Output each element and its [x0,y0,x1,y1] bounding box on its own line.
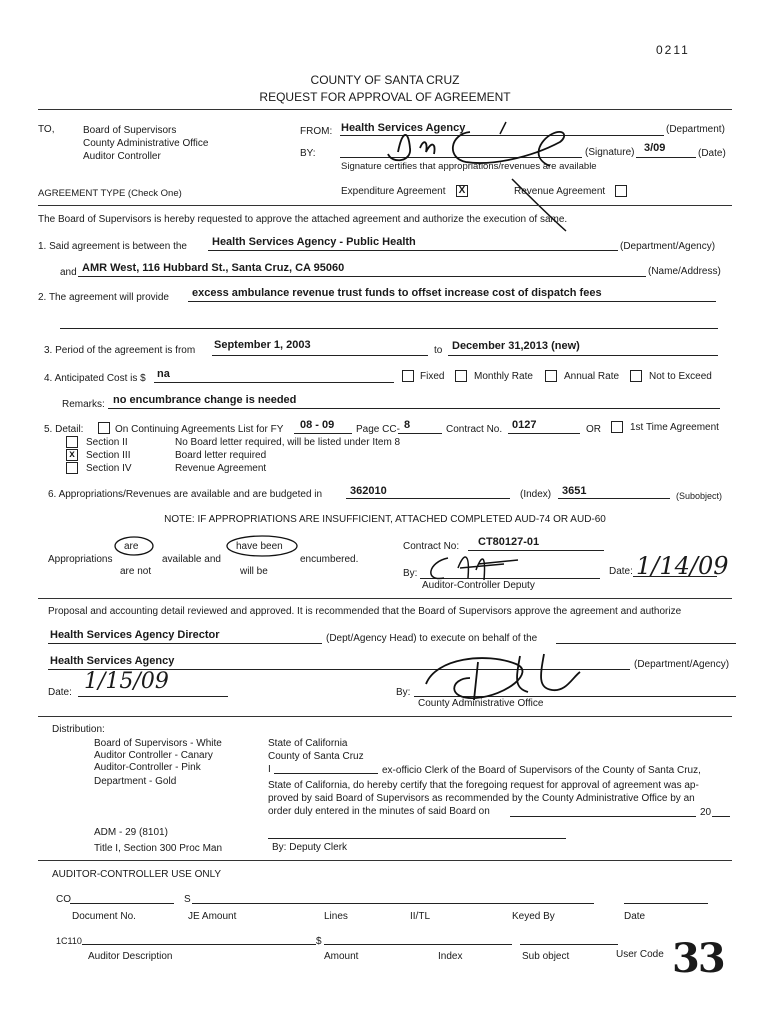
department-signature [380,118,580,178]
revenue-agreement-checkbox[interactable] [615,185,627,197]
auditor-signature [418,548,528,588]
clerk-text-2: State of California, do hereby certify that the foregoing request for approval of agreement was ap- [268,780,699,791]
item6-index-label: (Index) [520,489,552,500]
auditor-deputy-label: Auditor-Controller Deputy [422,580,535,591]
keyed-by-label: Keyed By [512,911,555,922]
s-label: S [184,894,191,905]
available-and-label: available and [162,554,221,565]
proposal-date-value: 1/15/09 [84,669,169,694]
to-label: TO, [38,124,55,135]
item1-label: 1. Said agreement is between the [38,241,187,252]
user-code-label: User Code [616,949,664,960]
section-iii-label: Section III [86,450,131,461]
monthly-rate-label: Monthly Rate [474,371,533,382]
dollar-sign: $ [316,936,322,947]
annual-rate-label: Annual Rate [564,371,620,382]
cao-label: County Administrative Office [418,698,544,709]
item4-cost-value: na [157,368,170,380]
appropriations-label: Appropriations [48,554,113,565]
continuing-agreement-label: On Continuing Agreements List for FY [115,424,284,435]
dist-auditor-pink: Auditor-Controller - Pink [94,762,201,773]
from-department-label: (Department) [666,124,725,135]
section-ii-label: Section II [86,437,128,448]
clerk-i-label: I [268,764,271,775]
section-iii-desc: Board letter required [175,450,267,461]
encumbered-label: encumbered. [300,554,359,565]
clerk-text-4: order duly entered in the minutes of said Board on [268,806,490,817]
continuing-agreement-checkbox[interactable] [98,422,110,434]
not-to-exceed-label: Not to Exceed [649,371,712,382]
item5-label: 5. Detail: [44,424,84,435]
clerk-year: 20 [700,807,712,818]
to-auditor: Auditor Controller [83,151,161,162]
contract-number-value: 0127 [512,419,537,431]
or-label: OR [586,424,601,435]
dist-auditor-canary: Auditor Controller - Canary [94,750,213,761]
adm-number: ADM - 29 (8101) [94,827,168,838]
amount-label: Amount [324,951,359,962]
from-value: Health Services Agency [341,122,466,134]
fixed-label: Fixed [420,371,445,382]
intro-text: The Board of Supervisors is hereby requested to approve the attached agreement and authorize the execution of same. [38,214,568,225]
deputy-clerk-label: By: Deputy Clerk [272,842,348,853]
section-ii-desc: No Board letter required, will be listed under Item 8 [175,437,401,448]
item4-label: 4. Anticipated Cost is $ [44,373,146,384]
proposal-date-label: Date: [48,687,72,698]
co-label: CO [56,894,71,905]
agency-head-label: (Dept/Agency Head) to execute on behalf of the [326,633,538,644]
are-circle [114,535,158,557]
title-section: Title I, Section 300 Proc Man [94,843,223,854]
date-label-bottom: Date [624,911,646,922]
auditor-date-value: 1/14/09 [636,552,729,580]
section-iv-label: Section IV [86,463,132,474]
item1-department-label: (Department/Agency) [620,241,716,252]
document-no-label: Document No. [72,911,136,922]
item3-to-label: to [434,345,443,356]
auditor-date-label: Date: [609,566,633,577]
insufficient-note: NOTE: IF APPROPRIATIONS ARE INSUFFICIENT, ATTACHED COMPLETED AUD-74 OR AUD-60 [164,514,606,525]
form-title: REQUEST FOR APPROVAL OF AGREEMENT [259,90,511,104]
not-to-exceed-checkbox[interactable] [630,370,642,382]
auditor-description-label: Auditor Description [88,951,173,962]
cao-signature [416,648,586,704]
revenue-agreement-label: Revenue Agreement [514,186,606,197]
annual-rate-checkbox[interactable] [545,370,557,382]
are-option: are [124,541,139,552]
page-cc-value: 8 [404,419,411,431]
je-amount-label: JE Amount [188,911,237,922]
contract-number-label: Contract No. [446,424,503,435]
lines-label: Lines [324,911,348,922]
distribution-label: Distribution: [52,724,105,735]
proposal-dept-value: Health Services Agency [50,655,175,667]
section-iv-desc: Revenue Agreement [175,463,267,474]
clerk-text-3: proved by said Board of Supervisors as recommended by the County Administrative Office by an [268,793,695,804]
section-ii-checkbox[interactable] [66,436,78,448]
agency-head-value: Health Services Agency Director [50,629,220,641]
iitl-label: II/TL [410,911,431,922]
from-label: FROM: [300,126,333,137]
dist-department: Department - Gold [94,776,177,787]
auditor-contract-label: Contract No: [403,541,460,552]
clerk-text-1: ex-officio Clerk of the Board of Supervisors of the County of Santa Cruz, [382,765,701,776]
will-be-option: will be [240,566,268,577]
dist-board: Board of Supervisors - White [94,738,222,749]
proposal-dept-label: (Department/Agency) [634,659,730,670]
expenditure-agreement-checkbox[interactable]: X [456,185,468,197]
have-been-circle [226,534,300,558]
item6-label: 6. Appropriations/Revenues are available and are budgeted in [48,489,323,500]
remarks-value: no encumbrance change is needed [113,394,297,406]
monthly-rate-checkbox[interactable] [455,370,467,382]
signature-label: (Signature) [585,147,635,158]
header-rule [38,109,732,110]
ic-code: 1C110 [56,936,82,946]
have-been-option: have been [236,541,283,552]
auditor-only-label: AUDITOR-CONTROLLER USE ONLY [52,869,222,880]
item1b-name-address-label: (Name/Address) [648,266,721,277]
item3-from-value: September 1, 2003 [214,339,311,351]
first-time-agreement-label: 1st Time Agreement [630,422,719,433]
proposal-by-label: By: [396,687,411,698]
page-stamp: 33 [672,935,724,982]
item2-label: 2. The agreement will provide [38,292,169,303]
subobject-label: Sub object [522,951,570,962]
county-label: County of Santa Cruz [268,751,364,762]
are-not-option: are not [120,566,152,577]
remarks-label: Remarks: [62,399,105,410]
item1b-name-address: AMR West, 116 Hubbard St., Santa Cruz, CA 95060 [82,262,345,274]
fy-value: 08 - 09 [300,419,335,431]
state-label: State of California [268,738,348,749]
item1-department: Health Services Agency - Public Health [212,236,416,248]
fixed-checkbox[interactable] [402,370,414,382]
item6-index-value: 362010 [350,485,387,497]
auditor-contract-value: CT80127-01 [478,536,540,548]
to-cao: County Administrative Office [83,138,209,149]
by-label: BY: [300,148,316,159]
index-label: Index [438,951,463,962]
by-date-value: 3/09 [644,142,666,154]
item1b-label: and [60,267,77,278]
item6-subobject-value: 3651 [562,485,587,497]
section-iii-checkbox[interactable]: x [66,449,78,461]
expenditure-agreement-label: Expenditure Agreement [341,186,446,197]
auditor-by-label: By: [403,568,418,579]
county-title: COUNTY OF SANTA CRUZ [310,73,460,87]
signature-certification: Signature certifies that appropriations/revenues are available [341,161,597,172]
item3-label: 3. Period of the agreement is from [44,345,196,356]
first-time-agreement-checkbox[interactable] [611,421,623,433]
item6-subobject-label: (Subobject) [676,491,723,501]
page-number: 0211 [656,43,690,57]
page-cc-label: Page CC- [356,424,400,435]
item2-value: excess ambulance revenue trust funds to offset increase cost of dispatch fees [192,287,602,299]
agreement-type-label: AGREEMENT TYPE (Check One) [38,188,182,199]
to-board: Board of Supervisors [83,125,177,136]
by-date-label: (Date) [698,148,726,159]
proposal-text: Proposal and accounting detail reviewed and approved. It is recommended that the Board of Supervisors approve the agreement and authorize [48,606,682,617]
section-iv-checkbox[interactable] [66,462,78,474]
item3-to-value: December 31,2013 (new) [452,340,580,352]
